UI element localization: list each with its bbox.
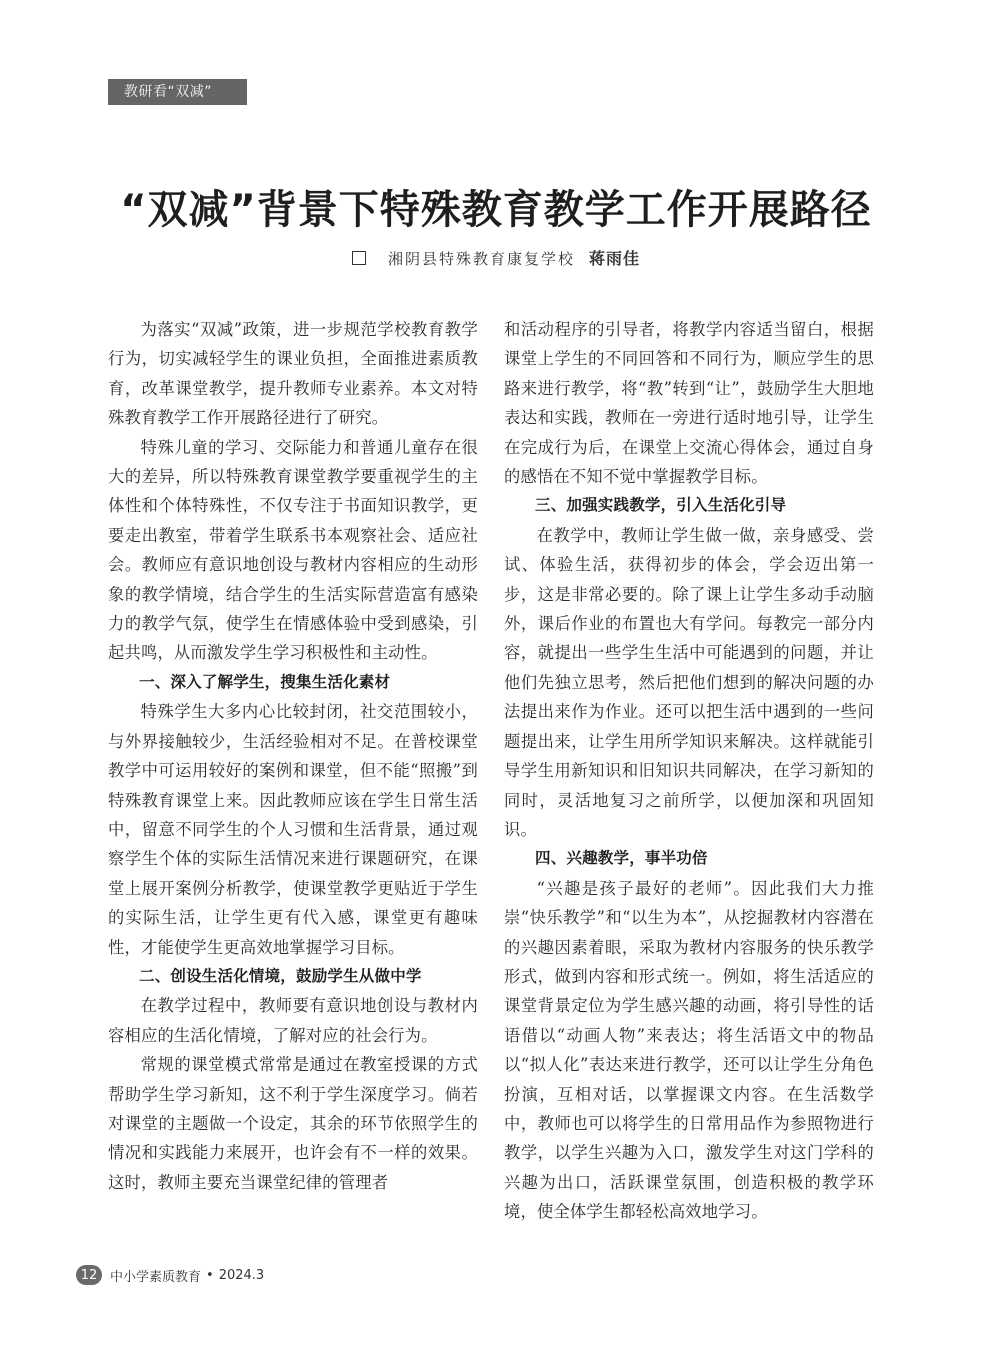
paragraph: 在教学过程中，教师要有意识地创设与教材内容相应的生活化情境，了解对应的社会行为。 bbox=[108, 996, 478, 1045]
section-tag: 教研看“双减” bbox=[108, 79, 247, 105]
section-heading-1: 一、深入了解学生，搜集生活化素材 bbox=[139, 672, 391, 691]
byline bbox=[0, 246, 992, 269]
author-school: 湘阴县特殊教育康复学校 bbox=[387, 250, 575, 268]
paragraph-continued: 和活动程序的引导者，将教学内容适当留白，根据课堂上学生的不同回答和不同行为，顺应学生的思路来进行教学，将“教”转到“让”，鼓励学生大胆地表达和实践，教师在一旁进行适时地引导，让学生在完成行为后，在课堂上交流心得体会，通过自身的感悟在不知不觉中掌握教学目标。 bbox=[504, 320, 874, 487]
paragraph: “兴趣是孩子最好的老师”。因此我们大力推崇“快乐教学”和“以生为本”，从挖掘教材内容潜在的兴趣因素着眼，采取为教材内容服务的快乐教学形式，做到内容和形式统一。例如，将生活适应的课堂背景定位为学生感兴趣的动画，将引导性的话语借以“动画人物”来表达；将生活语文中的物品以“拟人化”表达来进行教学，还可以让学生分角色扮演，互相对话，以掌握课文内容。在生活数学中，教师也可以将学生的日常用品作为参照物进行教学，以学生兴趣为入口，激发学生对这门学科的兴趣为出口，活跃课堂氛围，创造积极的教学环境，使全体学生都轻松高效地学习。 bbox=[504, 878, 874, 1222]
journal-name: 中小学素质教育 bbox=[110, 1269, 202, 1285]
paragraph: 为落实“双减”政策，进一步规范学校教育教学行为，切实减轻学生的课业负担，全面推进素质教育，改革课堂教学，提升教师专业素养。本文对特殊教育教学工作开展路径进行了研究。 bbox=[108, 320, 478, 428]
paragraph: 特殊学生大多内心比较封闭，社交范围较小，与外界接触较少，生活经验相对不足。在普校课堂教学中可运用较好的案例和课堂，但不能“照搬”到特殊教育课堂上来。因此教师应该在学生日常生活中，留意不同学生的个人习惯和生活背景，通过观察学生个体的实际生活情况来进行课题研究，在课堂上展开案例分析教学，使课堂教学更贴近于学生的实际生活，让学生更有代入感，课堂更有趣味性，才能使学生更高效地掌握学习目标。 bbox=[108, 702, 478, 957]
issue-number: 2024.3 bbox=[218, 1267, 265, 1283]
right-column bbox=[504, 315, 874, 1227]
paragraph: 常规的课堂模式常常是通过在教室授课的方式帮助学生学习新知，这不利于学生深度学习。倘若对课堂的主题做一个设定，其余的环节依照学生的情况和实践能力来展开，也许会有不一样的效果。这时，教师主要充当课堂纪律的管理者 bbox=[108, 1055, 478, 1192]
article-title: “双减”背景下特殊教育教学工作开展路径 bbox=[120, 187, 872, 233]
separator-dot: • bbox=[206, 1267, 214, 1283]
paragraph: 特殊儿童的学习、交际能力和普通儿童存在很大的差异，所以特殊教育课堂教学要重视学生的主体性和个体特殊性，不仅专注于书面知识教学，更要走出教室，带着学生联系书本观察社会、适应社会。教师应有意识地创设与教材内容相应的生动形象的教学情境，结合学生的生活实际营造富有感染力的教学气氛，使学生在情感体验中受到感染，引起共鸣，从而激发学生学习积极性和主动性。 bbox=[108, 437, 478, 663]
section-heading-2: 二、创设生活化情境，鼓励学生从做中学 bbox=[139, 966, 422, 985]
page-number-badge: 12 bbox=[76, 1265, 102, 1285]
page-footer bbox=[76, 1264, 264, 1286]
left-column bbox=[108, 315, 478, 1197]
section-heading-3: 三、加强实践教学，引入生活化引导 bbox=[535, 496, 787, 515]
section-heading-4: 四、兴趣教学，事半功倍 bbox=[535, 849, 708, 868]
paragraph: 在教学中，教师让学生做一做，亲身感受、尝试、体验生活，获得初步的体会，学会迈出第一步，这是非常必要的。除了课上让学生多动手动脑外，课后作业的布置也大有学问。每教完一部分内容，就提出一些学生生活中可能遇到的问题，并让他们先独立思考，然后把他们想到的解决问题的办法提出来作为作业。还可以把生活中遇到的一些问题提出来，让学生用所学知识来解决。这样就能引导学生用新知识和旧知识共同解决，在学习新知的同时，灵活地复习之前所学，以便加深和巩固知识。 bbox=[504, 525, 874, 839]
square-icon bbox=[352, 251, 366, 265]
author-name: 蒋雨佳 bbox=[589, 249, 641, 268]
